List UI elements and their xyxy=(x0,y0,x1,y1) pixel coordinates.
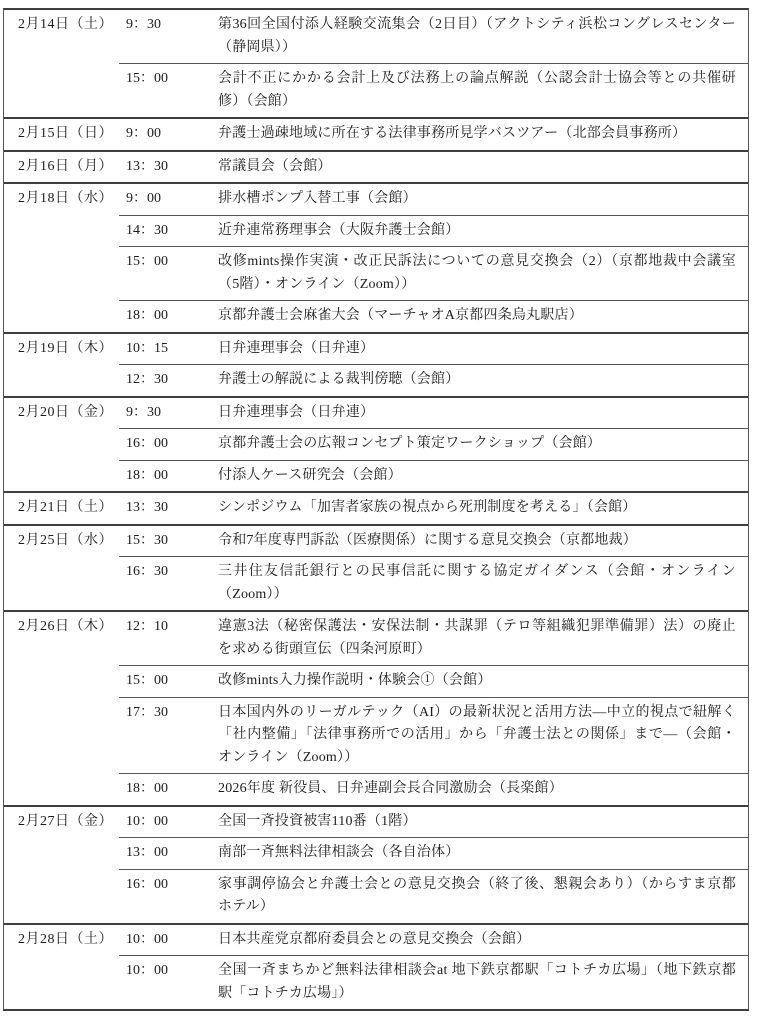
date-group xyxy=(4,491,748,524)
event-description: 近弁連常務理事会（大阪弁護士会館） xyxy=(218,222,460,238)
group-rows xyxy=(119,119,748,150)
event-description: 全国一斉投資被害110番（1階） xyxy=(218,813,417,829)
event-row xyxy=(119,955,748,1009)
event-description: 日弁連理事会（日弁連） xyxy=(218,340,375,356)
date-cell: 2月28日（土） xyxy=(18,931,113,947)
date-group xyxy=(4,10,748,117)
event-row xyxy=(119,364,748,396)
event-description: 日本国内外のリーガルテック（AI）の最新状況と活用方法―中立的視点で紐解く「社内整備」「法律事務所での活用」から「弁護士法との関係」まで―（会館・オンライン（Zoom）） xyxy=(218,704,736,765)
group-rows xyxy=(119,612,748,805)
date-group xyxy=(4,805,748,923)
time-cell: 17：30 xyxy=(126,704,168,720)
time-cell: 15：00 xyxy=(126,254,168,269)
date-group xyxy=(4,182,748,332)
time-cell: 13：30 xyxy=(126,158,168,174)
event-row xyxy=(119,398,748,429)
event-description: 弁護士過疎地域に所在する法律事務所見学バスツアー（北部会員事務所） xyxy=(218,126,687,141)
event-row xyxy=(119,246,748,300)
event-row xyxy=(119,556,748,610)
time-cell: 16：00 xyxy=(126,876,168,892)
schedule-table xyxy=(3,8,749,1011)
event-row xyxy=(119,493,748,524)
date-group xyxy=(4,610,748,805)
time-cell: 15：00 xyxy=(126,673,168,688)
group-rows xyxy=(119,152,748,183)
time-cell: 9：30 xyxy=(126,17,161,32)
date-cell: 2月15日（日） xyxy=(18,126,113,141)
time-cell: 10：00 xyxy=(126,963,168,978)
time-cell: 18：00 xyxy=(126,467,168,483)
date-cell: 2月26日（木） xyxy=(18,619,113,634)
event-description: シンポジウム「加害者家族の視点から死刑制度を考える」（会館） xyxy=(218,500,637,515)
event-description: 三井住友信託銀行との民事信託に関する協定ガイダンス（会館・オンライン（Zoom）） xyxy=(218,564,736,602)
event-description: 京都弁護士会の広報コンセプト策定ワークショップ（会館） xyxy=(218,436,602,451)
group-rows xyxy=(119,526,748,611)
event-description: 改修mints入力操作説明・体験会①（会館） xyxy=(218,673,492,688)
date-group xyxy=(4,150,748,183)
time-cell: 10：00 xyxy=(126,931,168,947)
event-description: 京都弁護士会麻雀大会（マーチャオA京都四条烏丸駅店） xyxy=(218,308,583,323)
group-rows xyxy=(119,493,748,524)
event-row xyxy=(119,152,748,183)
time-cell: 12：10 xyxy=(126,619,168,634)
date-cell: 2月14日（土） xyxy=(18,17,113,32)
date-cell: 2月19日（木） xyxy=(18,340,113,356)
date-cell: 2月18日（水） xyxy=(18,191,113,206)
event-description: 日弁連理事会（日弁連） xyxy=(218,404,375,420)
time-cell: 13：00 xyxy=(126,845,168,860)
group-rows xyxy=(119,925,748,1010)
date-cell: 2月20日（金） xyxy=(18,404,113,420)
event-description: 家事調停協会と弁護士会との意見交換会（終了後、懇親会あり）（からすま京都ホテル） xyxy=(218,876,736,914)
date-group xyxy=(4,524,748,611)
event-description: 会計不正にかかる会計上及び法務上の論点解説（公認会計士協会等との共催研修）（会館） xyxy=(218,71,736,109)
event-description: 第36回全国付添人経験交流集会（2日目）（アクトシティ浜松コングレスセンター（静岡県）） xyxy=(218,17,736,55)
event-row xyxy=(119,807,748,838)
event-row xyxy=(119,300,748,332)
event-row xyxy=(119,665,748,697)
time-cell: 14：30 xyxy=(126,222,168,238)
event-row xyxy=(119,119,748,150)
event-description: 改修mints操作実演・改正民訴法についての意見交換会（2）（京都地裁中会議室（5階）・オンライン（Zoom）） xyxy=(218,254,736,292)
event-row xyxy=(119,869,748,923)
event-description: 日本共産党京都府委員会との意見交換会（会館） xyxy=(218,931,531,947)
group-rows xyxy=(119,334,748,396)
date-group xyxy=(4,923,748,1010)
time-cell: 16：00 xyxy=(126,436,168,451)
time-cell: 10：15 xyxy=(126,340,168,356)
time-cell: 18：00 xyxy=(126,308,168,323)
event-row xyxy=(119,773,748,805)
event-row xyxy=(119,428,748,460)
time-cell: 18：00 xyxy=(126,781,168,796)
event-description: 令和7年度専門訴訟（医療関係）に関する意見交換会（京都地裁） xyxy=(218,532,637,548)
event-row xyxy=(119,837,748,869)
time-cell: 12：30 xyxy=(126,372,168,387)
event-description: 違憲3法（秘密保護法・安保法制・共謀罪（テロ等組織犯罪準備罪）法）の廃止を求める街頭宣伝（四条河原町） xyxy=(218,619,736,657)
event-description: 南部一斉無料法律相談会（各自治体） xyxy=(218,845,460,860)
event-description: 2026年度 新役員、日弁連副会長合同激励会（長楽館） xyxy=(218,781,563,796)
event-row xyxy=(119,215,748,247)
group-rows xyxy=(119,184,748,332)
date-cell: 2月25日（水） xyxy=(18,532,113,548)
event-description: 全国一斉まちかど無料法律相談会at 地下鉄京都駅「コトチカ広場」（地下鉄京都駅「コトチカ広場」） xyxy=(218,963,736,1001)
event-row xyxy=(119,925,748,956)
event-row xyxy=(119,526,748,557)
event-row xyxy=(119,460,748,492)
event-row xyxy=(119,612,748,665)
event-description: 常議員会（会館） xyxy=(218,158,332,174)
event-description: 排水槽ポンプ入替工事（会館） xyxy=(218,191,417,206)
event-row xyxy=(119,697,748,774)
date-cell: 2月21日（土） xyxy=(18,500,113,515)
date-group xyxy=(4,117,748,150)
date-group xyxy=(4,332,748,396)
time-cell: 15：30 xyxy=(126,532,168,548)
event-description: 付添人ケース研究会（会館） xyxy=(218,467,402,483)
event-description: 弁護士の解説による裁判傍聴（会館） xyxy=(218,372,460,387)
event-row xyxy=(119,334,748,365)
date-cell: 2月27日（金） xyxy=(18,813,113,829)
event-row xyxy=(119,184,748,215)
time-cell: 9：30 xyxy=(126,404,161,420)
date-cell: 2月16日（月） xyxy=(18,158,113,174)
time-cell: 9：00 xyxy=(126,126,161,141)
event-row xyxy=(119,10,748,63)
time-cell: 15：00 xyxy=(126,71,168,86)
time-cell: 10：00 xyxy=(126,813,168,829)
group-rows xyxy=(119,398,748,492)
group-rows xyxy=(119,807,748,923)
date-group xyxy=(4,396,748,492)
time-cell: 16：30 xyxy=(126,564,168,579)
event-row xyxy=(119,63,748,117)
time-cell: 13：30 xyxy=(126,500,168,515)
time-cell: 9：00 xyxy=(126,191,161,206)
group-rows xyxy=(119,10,748,117)
